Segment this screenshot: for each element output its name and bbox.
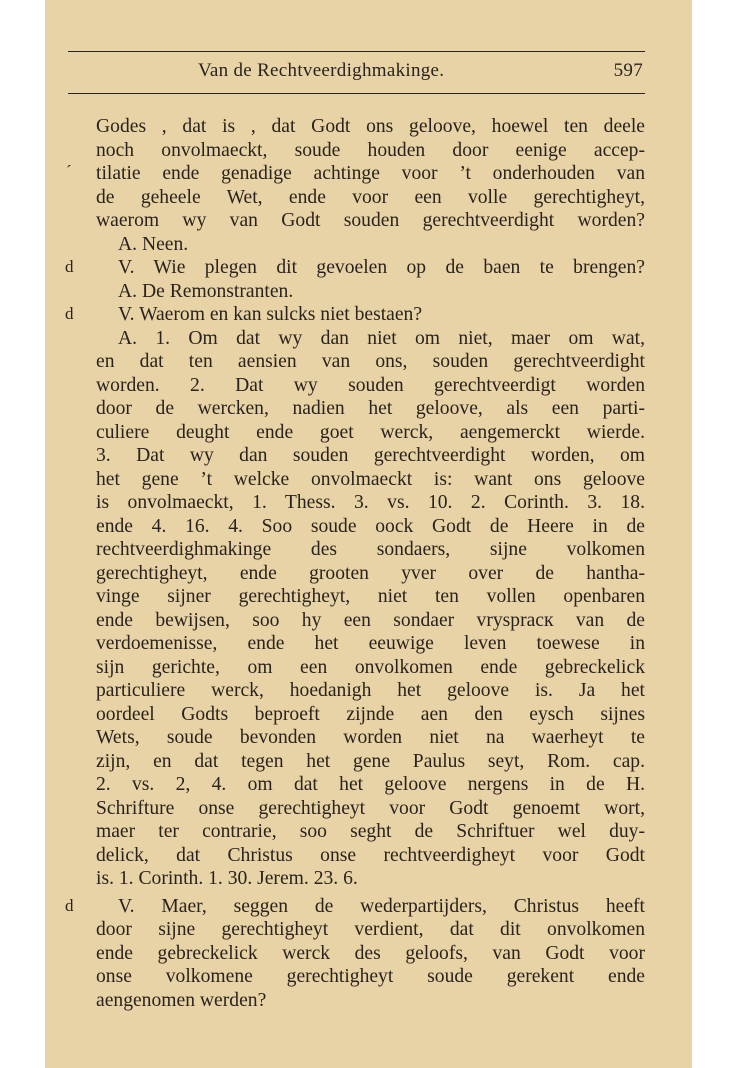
header-rule-top [68, 51, 645, 52]
text-line: A. 1. Om dat wy dan niet om niet, maer om wat, [118, 328, 645, 349]
text-line: is. 1. Corinth. 1. 30. Jerem. 23. 6. [96, 868, 358, 889]
text-line: A. De Remonstranten. [118, 281, 294, 302]
header-rule-bottom [68, 93, 645, 94]
text-line: particuliere werck, hoedanigh het geloove is. Ja het [96, 680, 645, 701]
text-line: ende gebreckelick werck des geloofs, van Godt voor [96, 943, 645, 964]
text-line: ende 4. 16. 4. Soo soude oock Godt de Heere in de [96, 516, 645, 537]
text-line: 2. vs. 2, 4. om dat het geloove nergens in de H. [96, 774, 645, 795]
text-line: Godes , dat is , dat Godt ons geloove, hoewel ten deele [96, 116, 645, 137]
text-line: Schrifture onse gerechtigheyt voor Godt genoemt wort, [96, 798, 645, 819]
text-line: door de wercken, nadien het geloove, als een parti- [96, 398, 645, 419]
text-line: worden. 2. Dat wy souden gerechtveerdigt worden [96, 375, 645, 396]
text-line: gerechtigheyt, ende grooten yver over de hantha- [96, 563, 645, 584]
text-line: noch onvolmaeckt, soude houden door eenige accep- [96, 140, 645, 161]
text-line: vinge sijner gerechtigheyt, niet ten vollen openbaren [96, 586, 645, 607]
text-line: tilatie ende genadige achtinge voor ’t onderhouden van [96, 163, 645, 184]
running-title: Van de Rechtveerdighmakinge. [198, 60, 445, 81]
text-line: aengenomen werden? [96, 990, 267, 1011]
text-line: maer ter contrarie, soo seght de Schriftuer wel duy- [96, 821, 645, 842]
text-line: A. Neen. [118, 234, 189, 255]
text-line: 3. Dat wy dan souden gerechtveerdight worden, om [96, 445, 645, 466]
text-line: en dat ten aensien van ons, souden gerechtveerdight [96, 351, 645, 372]
text-line: het gene ’t welcke onvolmaeckt is: want ons geloove [96, 469, 645, 490]
text-line: is onvolmaeckt, 1. Thess. 3. vs. 10. 2. Corinth. 3. 18. [96, 492, 645, 513]
text-line: V. Wie plegen dit gevoelen op de baen te brengen? [118, 257, 645, 278]
text-line: oordeel Godts beproeft zijnde aen den eysch sijnes [96, 704, 645, 725]
text-line: zijn, en dat tegen het gene Paulus seyt, Rom. cap. [96, 751, 645, 772]
margin-mark: d [65, 304, 74, 323]
margin-mark: ´ [66, 162, 72, 181]
text-line: door sijne gerechtigheyt verdient, dat dit onvolkomen [96, 919, 645, 940]
text-line: V. Maer, seggen de wederpartijders, Christus heeft [118, 896, 645, 917]
text-line: delick, dat Christus onse rechtveerdigheyt voor Godt [96, 845, 645, 866]
text-line: waerom wy van Godt souden gerechtveerdight worden? [96, 210, 645, 231]
text-line: de geheele Wet, ende voor een volle gerechtigheyt, [96, 187, 645, 208]
text-line: verdoemenisse, ende het eeuwige leven toewese in [96, 633, 645, 654]
text-line: onse volkomene gerechtigheyt soude gerekent ende [96, 966, 645, 987]
text-line: ende bewijsen, soo hy een sondaer vryspracк van de [96, 610, 645, 631]
margin-mark: d [65, 896, 74, 915]
text-line: Wets, soude bevonden worden niet na waerheyt te [96, 727, 645, 748]
text-line: V. Waerom en kan sulcks niet bestaen? [118, 304, 423, 325]
page-number: 597 [613, 60, 643, 81]
margin-mark: d [65, 257, 74, 276]
text-line: rechtveerdighmakinge des sondaers, sijne volkomen [96, 539, 645, 560]
text-line: culiere deught ende goet werck, aengemerckt wierde. [96, 422, 645, 443]
running-head [68, 60, 645, 86]
text-line: sijn gerichte, om een onvolkomen ende gebreckelick [96, 657, 645, 678]
